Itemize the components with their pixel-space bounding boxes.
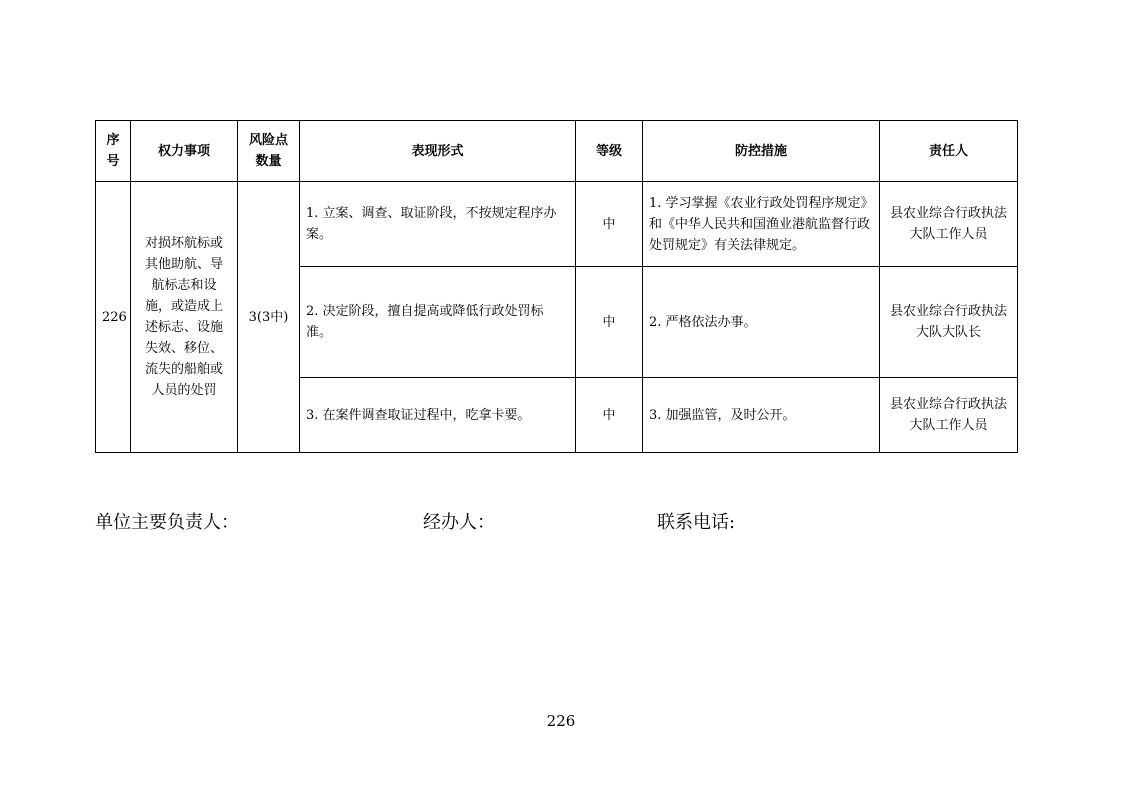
responsible-cell: 县农业综合行政执法大队工作人员 (880, 378, 1018, 453)
table-row (96, 182, 1018, 267)
table-header-row (96, 121, 1018, 182)
measures-cell: 3. 加强监管，及时公开。 (643, 378, 880, 453)
risk-table-container (95, 120, 1018, 453)
header-level: 等级 (576, 121, 643, 182)
level-cell: 中 (576, 182, 643, 267)
header-form: 表现形式 (300, 121, 576, 182)
page-number: 226 (546, 712, 576, 730)
level-cell: 中 (576, 267, 643, 378)
level-cell: 中 (576, 378, 643, 453)
measures-cell: 2. 严格依法办事。 (643, 267, 880, 378)
header-responsible: 责任人 (880, 121, 1018, 182)
form-cell: 2. 决定阶段，擅自提高或降低行政处罚标准。 (300, 267, 576, 378)
header-measures: 防控措施 (643, 121, 880, 182)
item-cell: 对损坏航标或其他助航、导航标志和设施，或造成上述标志、设施失效、移位、流失的船舶或人员的处罚 (131, 182, 238, 453)
risk-count-cell: 3(3中) (238, 182, 300, 453)
header-risk-count: 风险点 数量 (238, 121, 300, 182)
phone-label: 联系电话: (657, 512, 736, 533)
responsible-cell: 县农业综合行政执法大队工作人员 (880, 182, 1018, 267)
responsible-cell: 县农业综合行政执法大队大队长 (880, 267, 1018, 378)
seq-cell: 226 (96, 182, 131, 453)
header-seq: 序 号 (96, 121, 131, 182)
form-cell: 1. 立案、调查、取证阶段，不按规定程序办案。 (300, 182, 576, 267)
risk-table (95, 120, 1018, 453)
header-item: 权力事项 (131, 121, 238, 182)
handler-label: 经办人： (423, 512, 495, 533)
unit-head-label: 单位主要负责人： (95, 512, 239, 533)
form-cell: 3. 在案件调查取证过程中，吃拿卡要。 (300, 378, 576, 453)
measures-cell: 1. 学习掌握《农业行政处罚程序规定》和《中华人民共和国渔业港航监督行政处罚规定》有关法律规定。 (643, 182, 880, 267)
